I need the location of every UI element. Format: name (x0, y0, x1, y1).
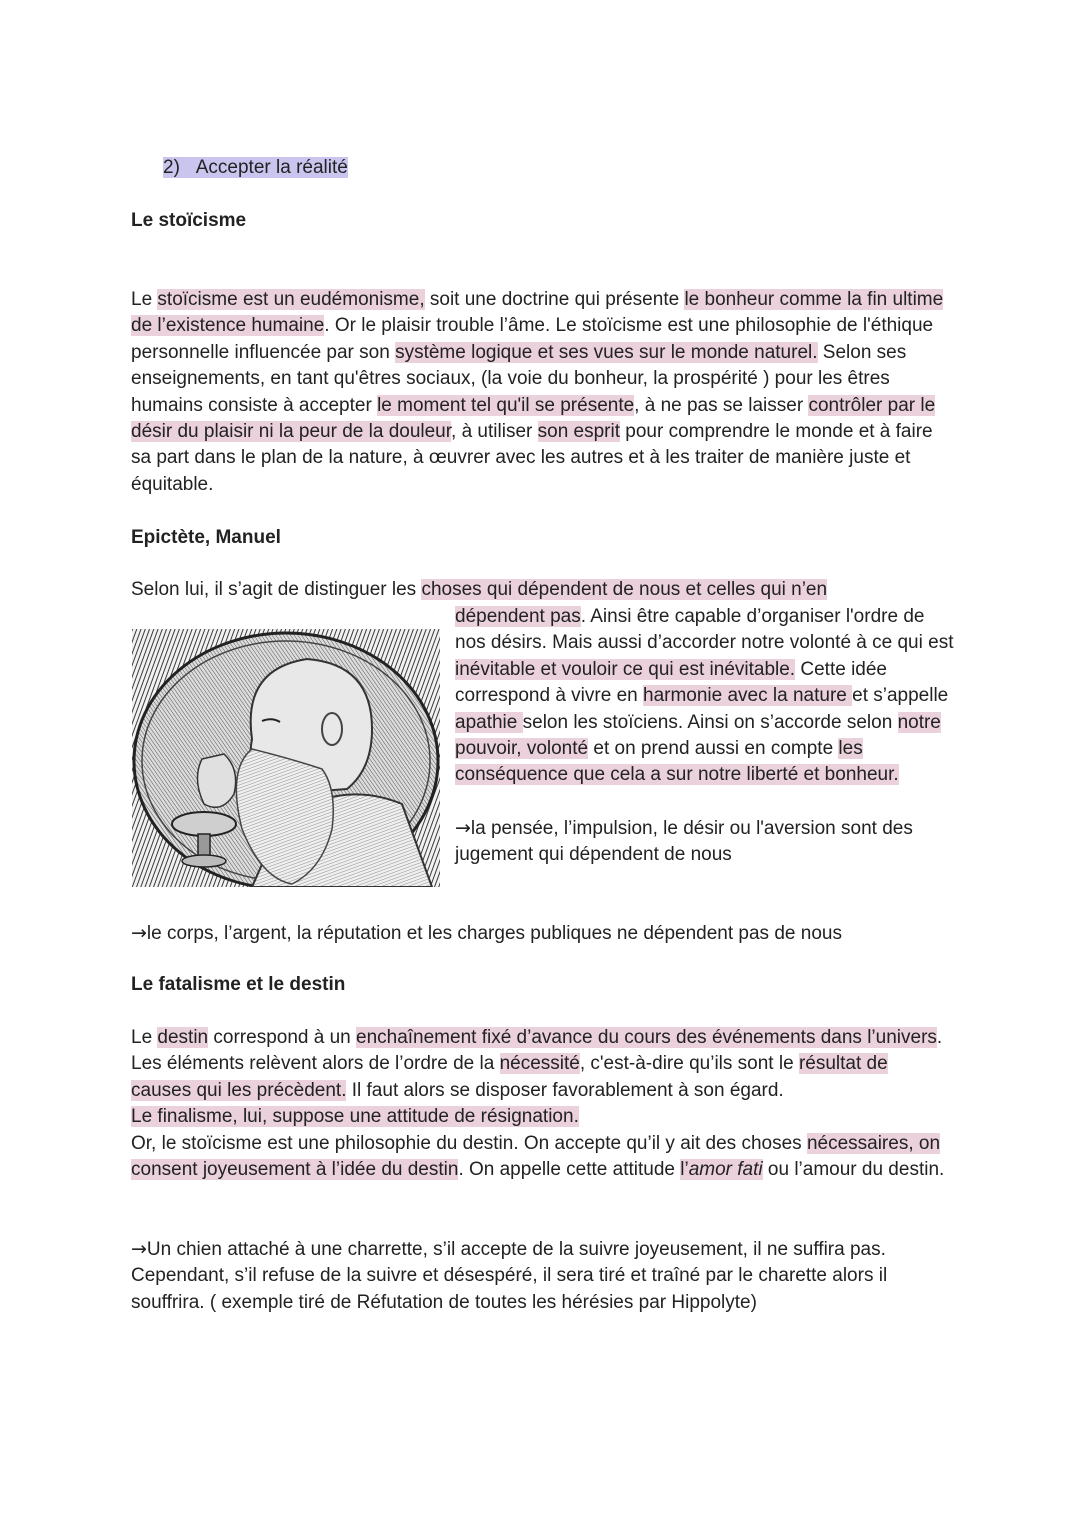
section-title-text: Accepter la réalité (195, 157, 348, 178)
epictetus-portrait (132, 629, 440, 887)
epictete-paragraph: dépendent pas. Ainsi être capable d’organiser l'ordre de nos désirs. Mais aussi d’accorder notre volonté à ce qui est inévitable et vouloir ce qui est inévitable. Cette idée correspond à vivre en harmonie avec la nature et s’appelle apathie selon les stoïciens. Ainsi on s’accorde selon notre pouvoir, volonté et on prend aussi en compte les conséquence que cela a sur notre liberté et bonheur. →la pensée, l’impulsion, le désir ou l'aversion sont des jugement qui dépendent de nous (455, 604, 955, 869)
bullet-not-dependent: →le corps, l’argent, la réputation et les charges publiques ne dépendent pas de nous (131, 922, 842, 944)
section-title (163, 155, 348, 181)
paragraph-stoicisme: Le stoïcisme est un eudémonisme, soit une doctrine qui présente le bonheur comme la fin ultime de l’existence humaine. Or le plaisir trouble l’âme. Le stoïcisme est une philosophie de l'éthique personnelle influencée par son système logique et ses vues sur le monde naturel. Selon ses enseignements, en tant qu'êtres sociaux, (la voie du bonheur, la prospérité ) pour les êtres humains consiste à accepter le moment tel qu'il se présente, à ne pas se laisser contrôler par le désir du plaisir ni la peur de la douleur, à utiliser son esprit pour comprendre le monde et à faire sa part dans le plan de la nature, à œuvrer avec les autres et à les traiter de manière juste et équitable. (131, 289, 944, 495)
section-number: 2) (163, 157, 180, 178)
example-paragraph: →Un chien attaché à une charrette, s’il accepte de la suivre joyeusement, il ne suffira pas. Cependant, s’il refuse de la suivre et désespéré, il sera tiré et traîné par le charette alors il souffrira. ( exemple tiré de Réfutation de toutes les hérésies par Hippolyte) (131, 1238, 888, 1313)
bullet-dependent: →la pensée, l’impulsion, le désir ou l'aversion sont des jugement qui dépendent de nous (455, 816, 913, 866)
paragraph-fatalisme: Le destin correspond à un enchaînement fixé d’avance du cours des événements dans l’univers. Les éléments relèvent alors de l’ordre de la nécessité, c'est-à-dire qu’ils sont le résultat de causes qui les précèdent. Il faut alors se disposer favorablement à son égard. Le finalisme, lui, suppose une attitude de résignation. Or, le stoïcisme est une philosophie du destin. On accepte qu’il y ait des choses nécessaires, on consent joyeusement à l’idée du destin. On appelle cette attitude l’amor fati ou l’amour du destin. (131, 1027, 945, 1181)
heading-epictete: Epictète, Manuel (131, 527, 281, 548)
heading-fatalisme: Le fatalisme et le destin (131, 974, 346, 995)
epictete-intro: Selon lui, il s’agit de distinguer les choses qui dépendent de nous et celles qui n’en (131, 579, 828, 600)
heading-stoicisme: Le stoïcisme (131, 210, 247, 231)
